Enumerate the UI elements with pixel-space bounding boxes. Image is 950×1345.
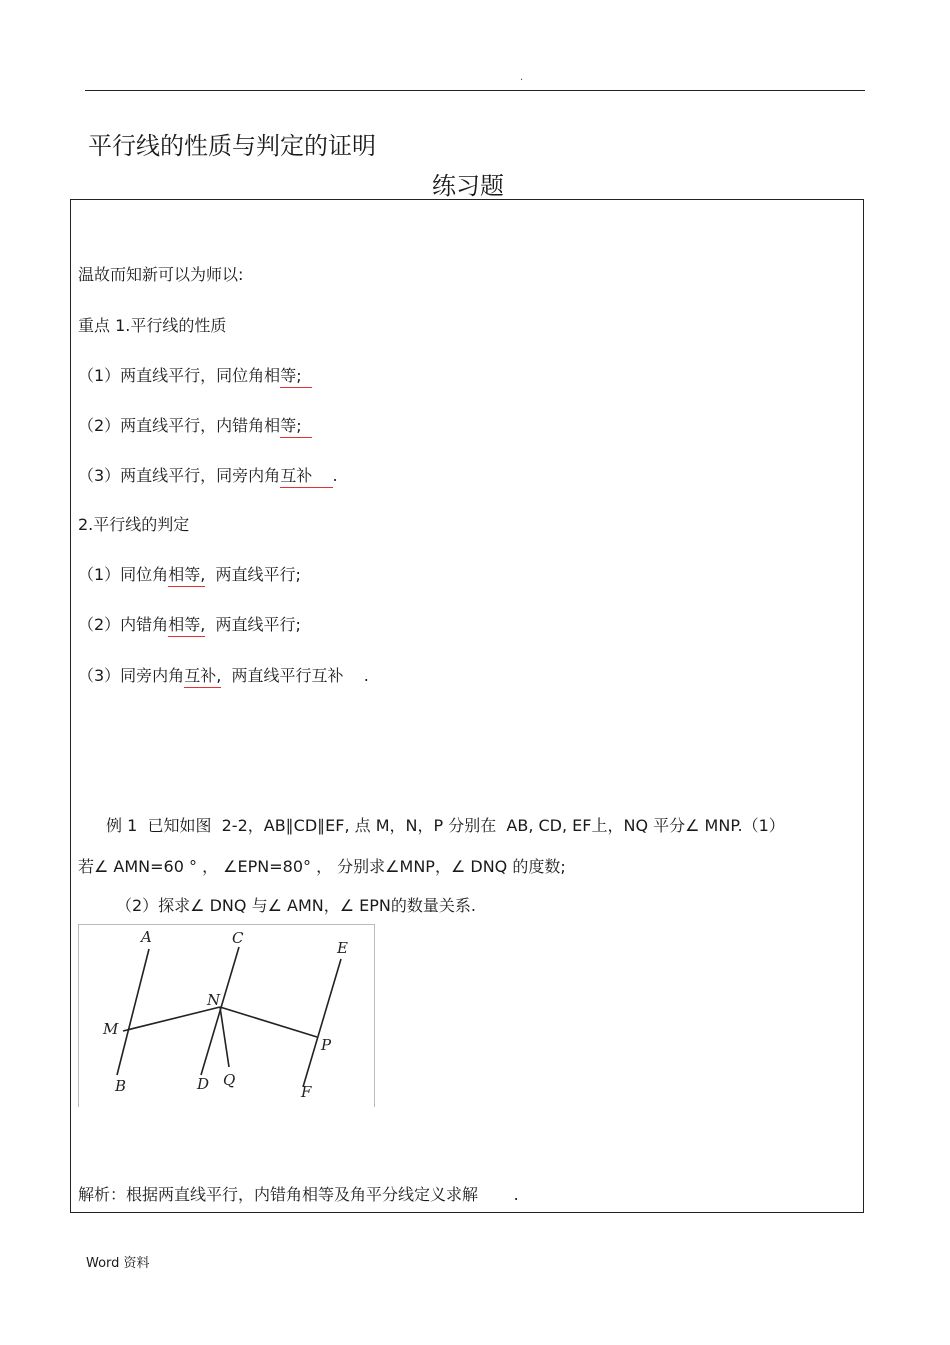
- label-d: D: [197, 1075, 210, 1093]
- criteria-item: （3）同旁内角互补, 两直线平行互补 .: [78, 663, 369, 686]
- analysis-text: 解析：根据两直线平行，内错角相等及角平分线定义求解 .: [78, 1185, 519, 1204]
- segment-nq: [220, 1007, 229, 1067]
- property-item: （3）两直线平行，同旁内角互补 .: [78, 463, 338, 486]
- line-ab: [117, 949, 149, 1075]
- label-b: B: [115, 1077, 127, 1095]
- criteria-heading: 2.平行线的判定: [78, 515, 190, 534]
- segment-np: [220, 1007, 317, 1037]
- label-q: Q: [223, 1071, 236, 1089]
- property-item: （2）两直线平行，内错角相等;: [78, 413, 312, 436]
- criteria-item: （2）内错角相等, 两直线平行;: [78, 612, 301, 635]
- label-f: F: [301, 1083, 312, 1101]
- header-rule: [85, 90, 865, 91]
- geometry-figure: [78, 924, 375, 1107]
- answer-blank: 相等,: [168, 565, 205, 587]
- line-ef: [303, 959, 341, 1087]
- label-a: A: [141, 928, 152, 946]
- label-n: N: [207, 991, 221, 1009]
- review-intro: 温故而知新可以为师以:: [78, 265, 244, 284]
- segment-mn: [123, 1007, 220, 1031]
- example-line-3: （2）探求∠ DNQ 与∠ AMN，∠ EPN的数量关系.: [116, 896, 476, 915]
- property-item: （1）两直线平行，同位角相等;: [78, 363, 312, 386]
- answer-blank: 相等,: [168, 615, 205, 637]
- parallel-lines-diagram: [79, 925, 374, 1107]
- answer-blank: 互补: [280, 466, 332, 488]
- label-c: C: [232, 929, 244, 947]
- header-dot: .: [520, 72, 524, 83]
- answer-blank: 等;: [280, 366, 312, 388]
- example-line-2: 若∠ AMN=60 ° ， ∠EPN=80° ， 分别求∠MNP，∠ DNQ 的度数;: [78, 857, 566, 876]
- example-line-1: 例 1 已知如图 2-2，AB∥CD∥EF, 点 M，N，P 分别在 AB, CD, EF上，NQ 平分∠ MNP.（1）: [106, 816, 785, 835]
- footer-text: Word 资料: [86, 1256, 150, 1271]
- page-title: 平行线的性质与判定的证明: [88, 132, 376, 160]
- label-e: E: [337, 939, 348, 957]
- label-p: P: [321, 1036, 332, 1054]
- label-m: M: [103, 1020, 119, 1038]
- properties-heading: 重点 1.平行线的性质: [78, 316, 227, 335]
- page-subtitle: 练习题: [432, 172, 504, 200]
- criteria-item: （1）同位角相等, 两直线平行;: [78, 562, 301, 585]
- answer-blank: 等;: [280, 416, 312, 438]
- answer-blank: 互补,: [184, 666, 221, 688]
